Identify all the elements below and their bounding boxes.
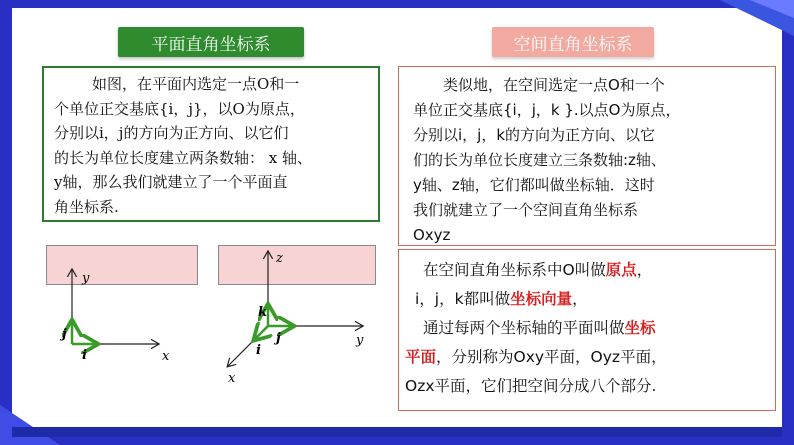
x-label-3d: x [228,371,236,386]
definition-line-1: 在空间直角坐标系中O叫做原点， [423,261,653,279]
plane-description-box [42,66,380,222]
space-line-5: y轴、z轴，它们都叫做坐标轴．这时 [413,176,655,194]
coordinate-plane-term-a: 坐标 [624,319,656,337]
y-label-3d: y [356,333,364,348]
corner-decoration-bottom-left [0,395,90,445]
definition-line-5: Ozx平面，它们把空间分成八个部分. [405,377,657,395]
definition-line-4: 平面，分别称为Oxy平面，Oyz平面， [405,348,667,366]
j-label-2d: j [62,327,67,342]
k-label-3d: k [258,305,268,320]
y-label-2d: y [82,271,90,286]
space-line-2: 单位正交基底{i，j，k }.以点O为原点， [413,101,681,119]
space-coordinate-title: 空间直角坐标系 [492,27,654,57]
coordinate-vector-term: 坐标向量 [510,290,573,308]
j-label-3d: j [276,331,281,346]
i-vector-3d [255,326,268,339]
space-axes-diagram [222,248,372,388]
definition-line-3: 通过每两个坐标轴的平面叫做坐标 [423,319,656,337]
plane-line-1: 如图，在平面内选定一点O和一 [92,75,300,93]
z-label-3d: z [276,251,283,266]
plane-axes-diagram [50,262,190,372]
space-description-box [398,66,776,246]
plane-line-6: 角坐标系. [54,197,119,216]
x-label-2d: x [162,349,170,364]
plane-line-5: y轴，那么我们就建立了一个平面直 [54,173,288,191]
definition-line-2: i，j，k都叫做坐标向量， [415,290,588,308]
space-line-6: 我们就建立了一个空间直角坐标系 [413,201,639,219]
space-line-7: Oxyz [413,226,451,244]
plane-line-4: 的长为单位长度建立两条数轴： x 轴、 [54,148,312,167]
space-line-3: 分别以i，j，k的方向为正方向、以它 [413,126,656,144]
definition-box [398,249,776,411]
bottom-bar [12,427,782,437]
coordinate-plane-term-b: 平面 [405,348,437,366]
plane-line-3: 分别以i，j的方向为正方向、以它们 [54,124,289,142]
plane-line-2: 个单位正交基底{i，j}，以O为原点， [54,99,305,118]
space-line-4: 们的长为单位长度建立三条数轴:z轴、 [413,151,666,169]
i-label-2d: i [82,348,87,363]
space-line-1: 类似地，在空间选定一点O和一个 [443,76,665,94]
origin-term: 原点 [605,261,637,279]
i-label-3d: i [256,343,261,358]
plane-coordinate-title: 平面直角坐标系 [118,27,304,57]
corner-decoration-top-right [700,0,794,40]
